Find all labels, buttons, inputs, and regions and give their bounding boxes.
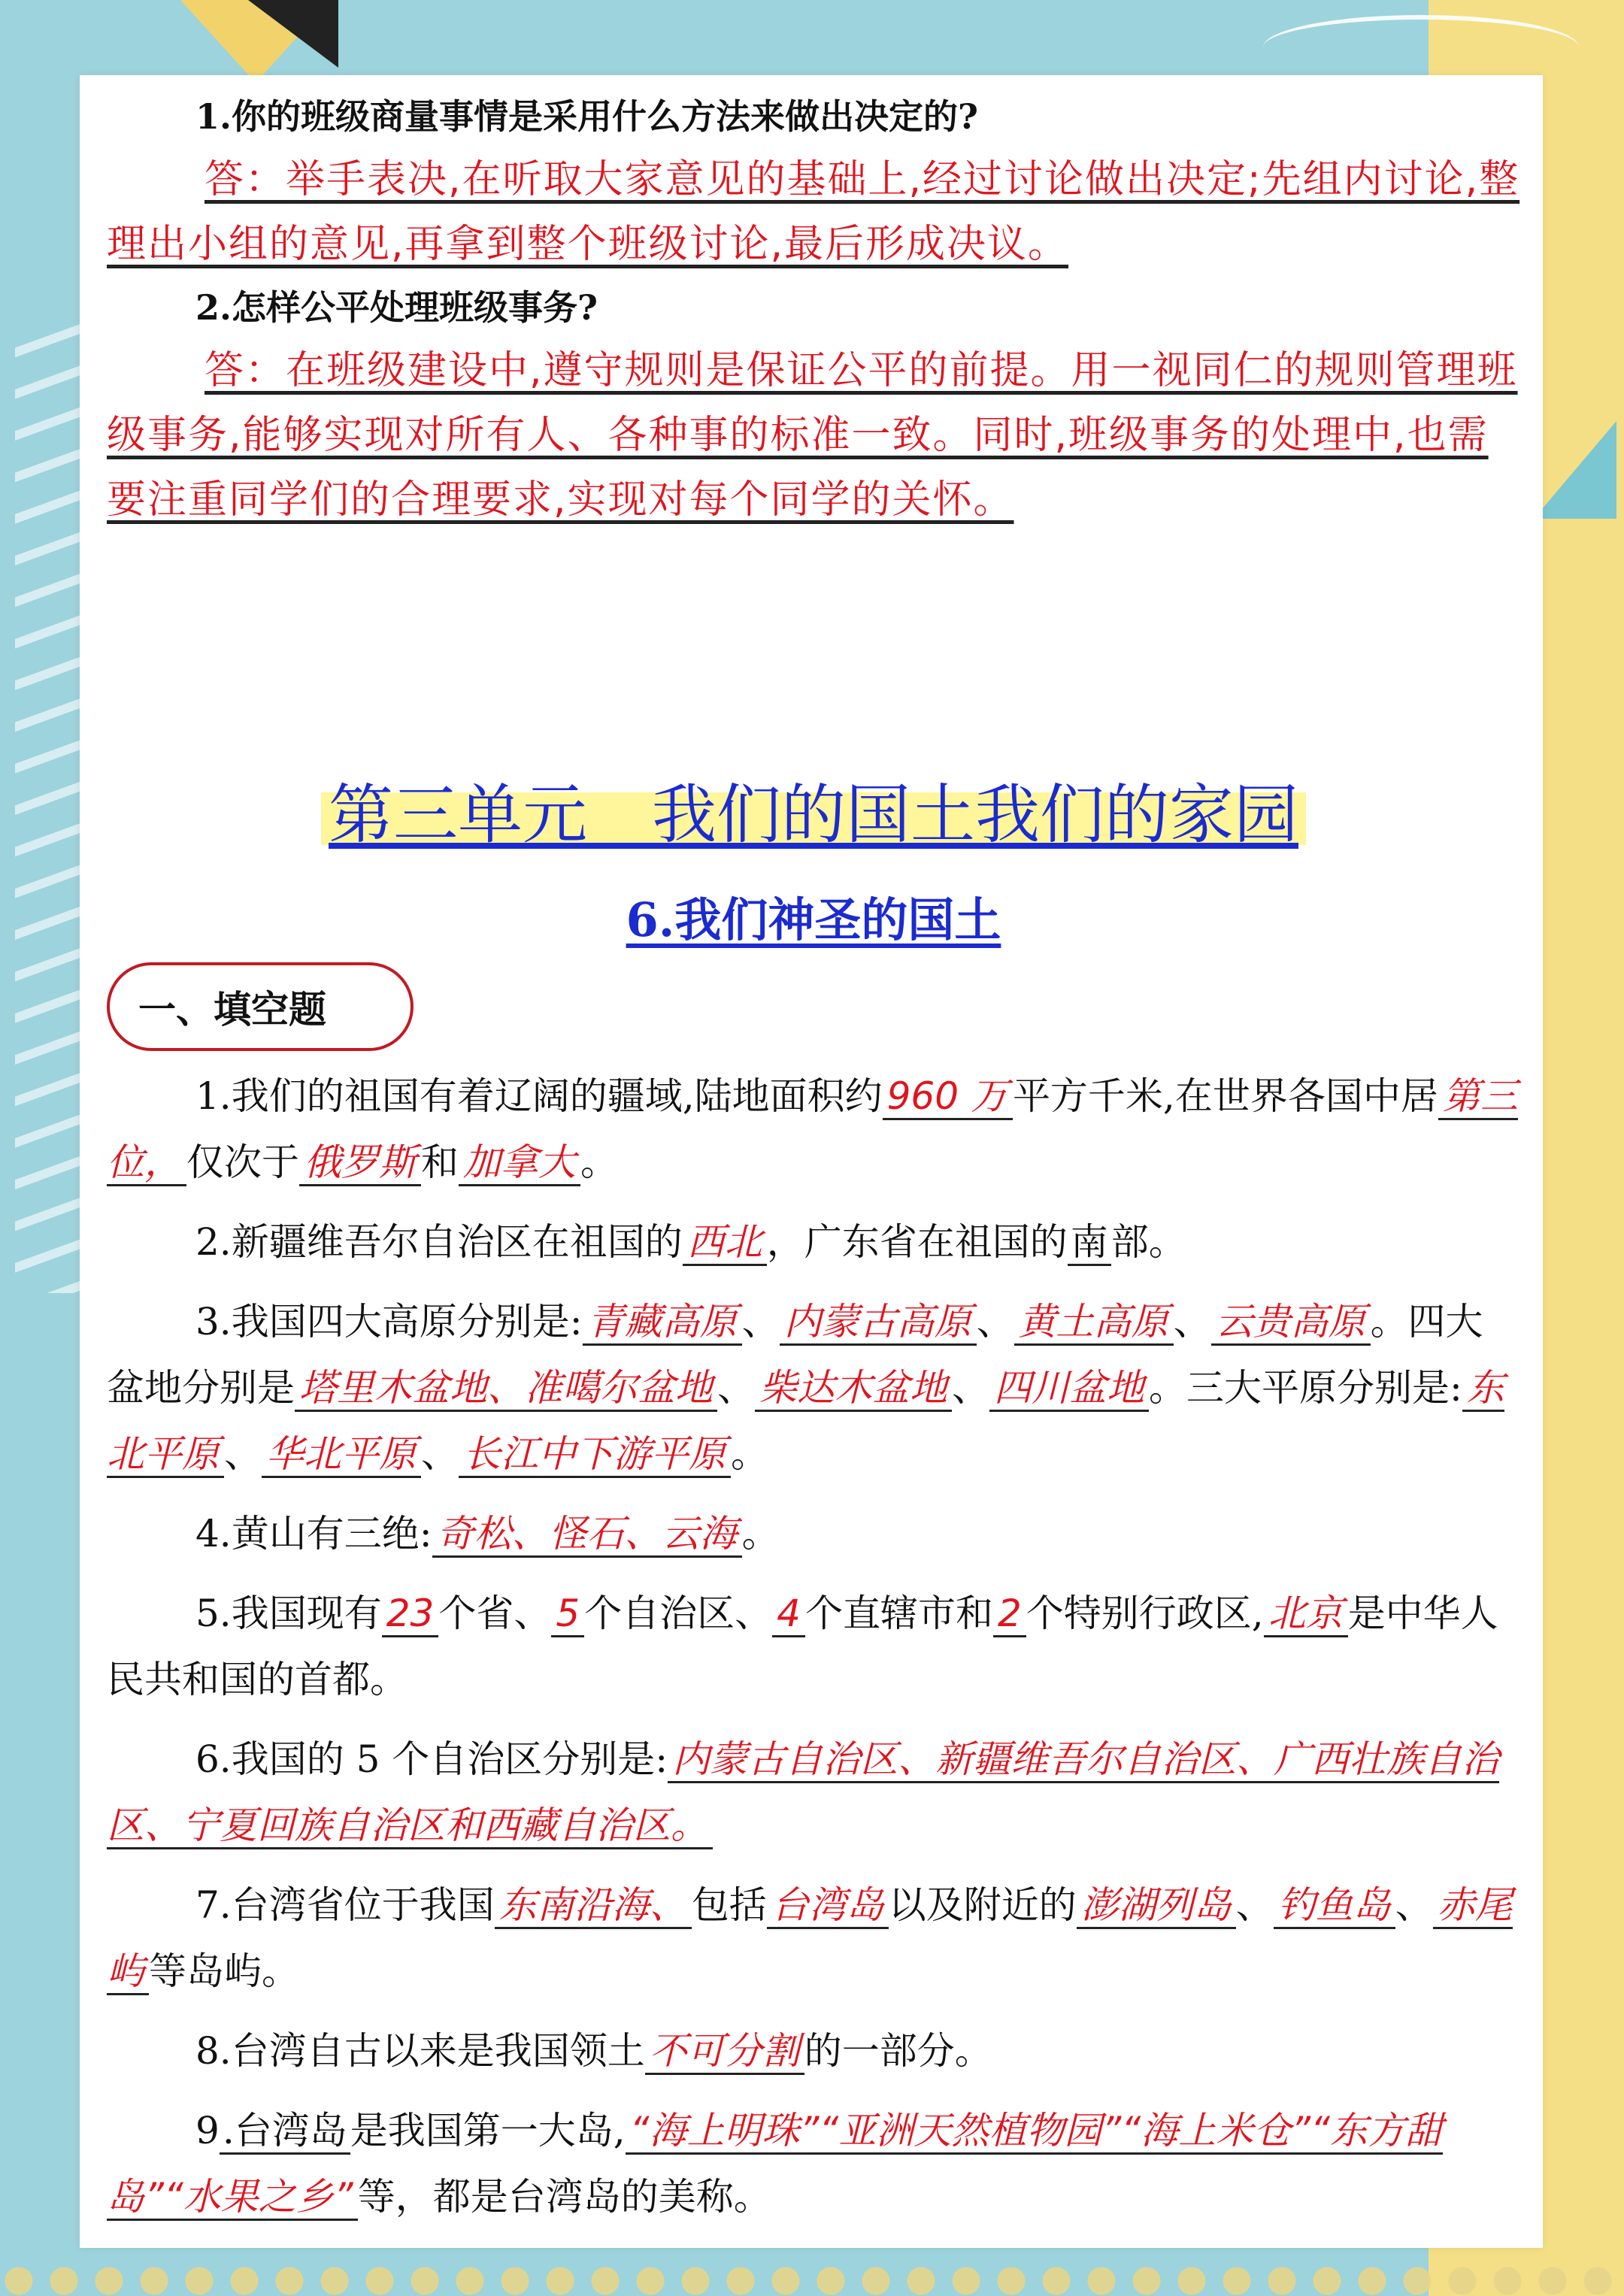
text: 。四大盆地分别是 xyxy=(107,1300,1483,1410)
text: 个自治区、 xyxy=(584,1592,773,1635)
answer-blank: 云贵高原 xyxy=(1211,1300,1371,1346)
fill-item-7 xyxy=(107,1872,1520,2004)
answer-blank: 5 xyxy=(551,1592,584,1637)
answer-blank: “海上明珠”“亚洲天然植物园”“海上米仓”“东方甜岛”“水果之乡” xyxy=(107,2109,1443,2221)
answer-blank: 四川盆地 xyxy=(989,1366,1149,1412)
answer-blank: 赤尾屿 xyxy=(107,1883,1513,1995)
answer-blank: 内蒙古自治区、新疆维吾尔自治区、广西壮族自治区、宁夏回族自治区和西藏自治区。 xyxy=(107,1737,1499,1849)
text: 1.我们的祖国有着辽阔的疆域,陆地面积约 xyxy=(195,1074,883,1118)
answer-blank: 柴达木盆地 xyxy=(755,1366,952,1412)
answer-blank: 2 xyxy=(993,1592,1026,1637)
text: 等，都是台湾岛的美称。 xyxy=(357,2175,771,2219)
text: 2.新疆维吾尔自治区在祖国的 xyxy=(195,1220,683,1264)
text: 。三大平原分别是: xyxy=(1149,1366,1462,1410)
answer-blank: 南 xyxy=(1068,1220,1111,1266)
text: 3.我国四大高原分别是: xyxy=(195,1300,583,1343)
separator: 、 xyxy=(717,1366,755,1410)
lesson-title: 6.我们神圣的国土 xyxy=(626,892,1001,947)
answer-blank: 内蒙古高原 xyxy=(780,1300,977,1346)
fill-in-list xyxy=(107,1063,1520,2243)
text: 仅次于 xyxy=(186,1140,299,1184)
separator: 、 xyxy=(1235,1883,1274,1927)
answer-blank: 第三位， xyxy=(107,1074,1518,1186)
answer-blank: 奇松、怪石、云海 xyxy=(432,1512,742,1558)
text: 包括 xyxy=(691,1883,767,1927)
text: 部。 xyxy=(1110,1220,1186,1264)
answer-blank: 俄罗斯 xyxy=(299,1140,421,1186)
answer-blank: 东南沿海、 xyxy=(495,1883,692,1929)
separator: 、 xyxy=(741,1300,780,1343)
answer-blank: 台湾岛 xyxy=(767,1883,889,1929)
answer-blank: 黄土高原 xyxy=(1014,1300,1174,1346)
decor-black-triangle xyxy=(248,0,338,68)
answer-blank: 青藏高原 xyxy=(583,1300,742,1346)
fill-item-4 xyxy=(107,1501,1520,1567)
answer-blank: 塔里木盆地、准噶尔盆地 xyxy=(295,1366,717,1412)
worksheet-paper xyxy=(80,75,1543,2248)
text: ，广东省在祖国的 xyxy=(766,1220,1068,1264)
fill-item-8 xyxy=(107,2018,1520,2084)
question-1: 1.你的班级商量事情是采用什么方法来做出决定的? xyxy=(195,96,978,137)
question-2: 2.怎样公平处理班级事务? xyxy=(195,287,598,328)
text: 8.台湾自古以来是我国领土 xyxy=(195,2029,645,2073)
text: 的一部分。 xyxy=(804,2029,992,2073)
text: 以及附近的 xyxy=(888,1883,1077,1927)
decor-wave xyxy=(1263,15,1579,80)
answer-blank: 澎湖列岛 xyxy=(1077,1883,1236,1929)
text: 等岛屿。 xyxy=(149,1949,299,1993)
separator: 、 xyxy=(976,1300,1014,1343)
answer-blank: 华北平原 xyxy=(262,1432,421,1478)
text: 是我国第一大岛, xyxy=(350,2109,626,2152)
answer-blank: 北京 xyxy=(1264,1592,1348,1637)
answer-2: 答：在班级建设中,遵守规则是保证公平的前提。用一视同仁的规则管理班级事务,能够实现对所有人、各种事的标准一致。同时,班级事务的处理中,也需要注重同学们的合理要求,实现对每个同学的关怀。 xyxy=(107,348,1518,523)
text: 。 xyxy=(741,1512,780,1555)
decor-triangle-right xyxy=(1534,421,1616,519)
text: 7.台湾省位于我国 xyxy=(195,1883,495,1927)
section-label: 一、填空题 xyxy=(107,962,414,1051)
text: 4.黄山有三绝: xyxy=(195,1512,432,1555)
fill-item-9 xyxy=(107,2098,1520,2230)
text: 和 xyxy=(421,1140,459,1184)
fill-item-1 xyxy=(107,1063,1520,1195)
separator: 、 xyxy=(952,1366,989,1410)
text: 。 xyxy=(580,1140,618,1184)
unit-title-text: 第三单元 我们的国土我们的家园 xyxy=(321,777,1306,853)
answer-1: 答：举手表决,在听取大家意见的基础上,经过讨论做出决定;先组内讨论,整理出小组的意见,再拿到整个班级讨论,最后形成决议。 xyxy=(107,157,1520,267)
text: 个特别行政区, xyxy=(1026,1592,1264,1635)
text: 9 xyxy=(195,2109,220,2152)
unit-title xyxy=(107,762,1520,856)
separator: 、 xyxy=(1173,1300,1211,1343)
text: 5.我国现有 xyxy=(195,1592,382,1635)
fill-item-2 xyxy=(107,1209,1520,1275)
separator: 、 xyxy=(1395,1883,1433,1927)
fill-item-6 xyxy=(107,1726,1520,1858)
separator: 、 xyxy=(421,1432,459,1476)
text: 个省、 xyxy=(438,1592,552,1635)
text: 平方千米,在世界各国中居 xyxy=(1012,1074,1438,1118)
text: 6.我国的 5 个自治区分别是: xyxy=(195,1737,668,1781)
decor-dots xyxy=(0,2258,1624,2296)
answer-blank: 4 xyxy=(772,1592,805,1637)
answer-blank: 23 xyxy=(382,1592,439,1637)
answer-blank: 钓鱼岛 xyxy=(1274,1883,1395,1929)
fill-item-3 xyxy=(107,1289,1520,1487)
answer-blank: 东北平原 xyxy=(107,1366,1504,1478)
text: 。 xyxy=(731,1432,768,1476)
worksheet-content xyxy=(107,86,1520,2219)
fill-item-5 xyxy=(107,1580,1520,1713)
text: 是中华人民共和国的首都。 xyxy=(107,1592,1498,1701)
answer-blank: 长江中下游平原 xyxy=(459,1432,731,1478)
answer-blank: .台湾岛 xyxy=(220,2109,350,2155)
answer-blank: 西北 xyxy=(683,1220,767,1266)
answer-blank: 960 万 xyxy=(883,1074,1013,1120)
answer-blank: 加拿大 xyxy=(459,1140,580,1186)
separator: 、 xyxy=(224,1432,262,1476)
text: 个直辖市和 xyxy=(804,1592,993,1635)
answer-blank: 不可分割 xyxy=(645,2029,804,2075)
